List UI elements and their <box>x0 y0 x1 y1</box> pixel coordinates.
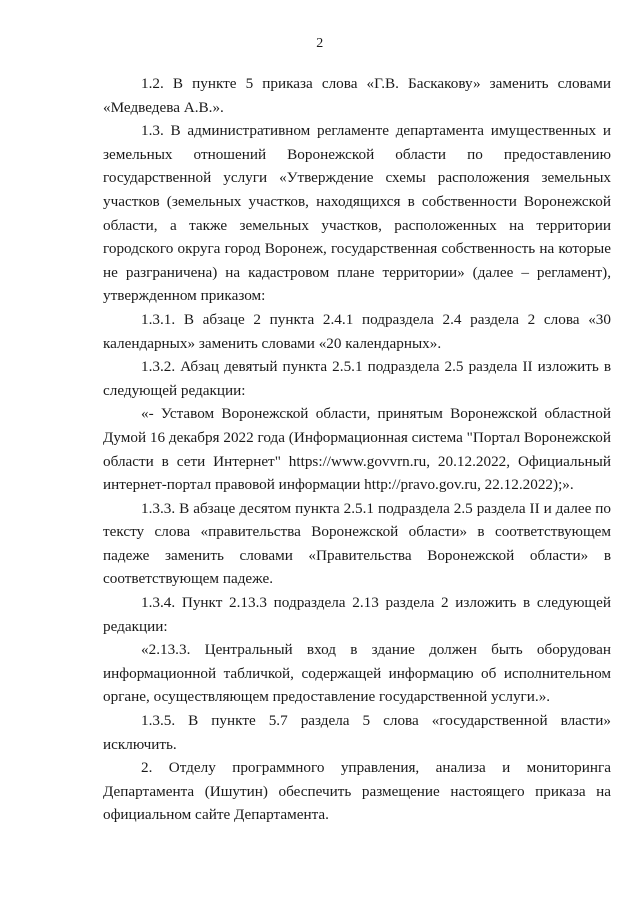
paragraph-2: 2. Отделу программного управления, анализа и мониторинга Департамента (Ишутин) обеспечить размещение настоящего приказа на официальном сайте Департамента. <box>103 759 611 824</box>
paragraph-1-2: 1.2. В пункте 5 приказа слова «Г.В. Баскакову» заменить словами «Медведева А.В.». <box>103 75 611 116</box>
paragraph-1-3: 1.3. В административном регламенте департамента имущественных и земельных отношений Воронежской области по предоставлению государственной услуги «Утверждение схемы расположения земельных участков (земельных участков, находящихся в собственности Воронежской области, а также земельных участков, расположенных на территории городского округа город Воронеж, государственная собственность на которые не разграничена) на кадастровом плане территории» (далее – регламент), утвержденном приказом: <box>103 122 611 305</box>
paragraph-1-3-3: 1.3.3. В абзаце десятом пункта 2.5.1 подраздела 2.5 раздела II и далее по тексту слова «правительства Воронежской области» в соответствующем падеже заменить словами «Правительства Воронежской области» в соответствующем падеже. <box>103 499 611 588</box>
document-body <box>103 72 611 827</box>
paragraph-1-3-2: 1.3.2. Абзац девятый пункта 2.5.1 подраздела 2.5 раздела II изложить в следующей редакции: <box>103 358 611 399</box>
paragraph-quote-2-13-3: «2.13.3. Центральный вход в здание должен быть оборудован информационной табличкой, содержащей информацию об исполнительном органе, осуществляющем предоставление государственной услуги.». <box>103 641 611 706</box>
page-number: 2 <box>316 36 324 51</box>
paragraph-1-3-1: 1.3.1. В абзаце 2 пункта 2.4.1 подраздела 2.4 раздела 2 слова «30 календарных» заменить словами «20 календарных». <box>103 310 611 352</box>
paragraph-1-3-5: 1.3.5. В пункте 5.7 раздела 5 слова «государственной власти» исключить. <box>103 712 611 753</box>
paragraph-quote-charter: «- Уставом Воронежской области, принятым Воронежской областной Думой 16 декабря 2022 года (Информационная система "Портал Воронежской области в сети Интернет" https://www.govvrn.ru, 20.12.2022, Официальный интернет-портал правовой информации http://pravo.gov.ru, 22.12.2022);». <box>103 405 611 494</box>
paragraph-1-3-4: 1.3.4. Пункт 2.13.3 подраздела 2.13 раздела 2 изложить в следующей редакции: <box>103 594 611 635</box>
